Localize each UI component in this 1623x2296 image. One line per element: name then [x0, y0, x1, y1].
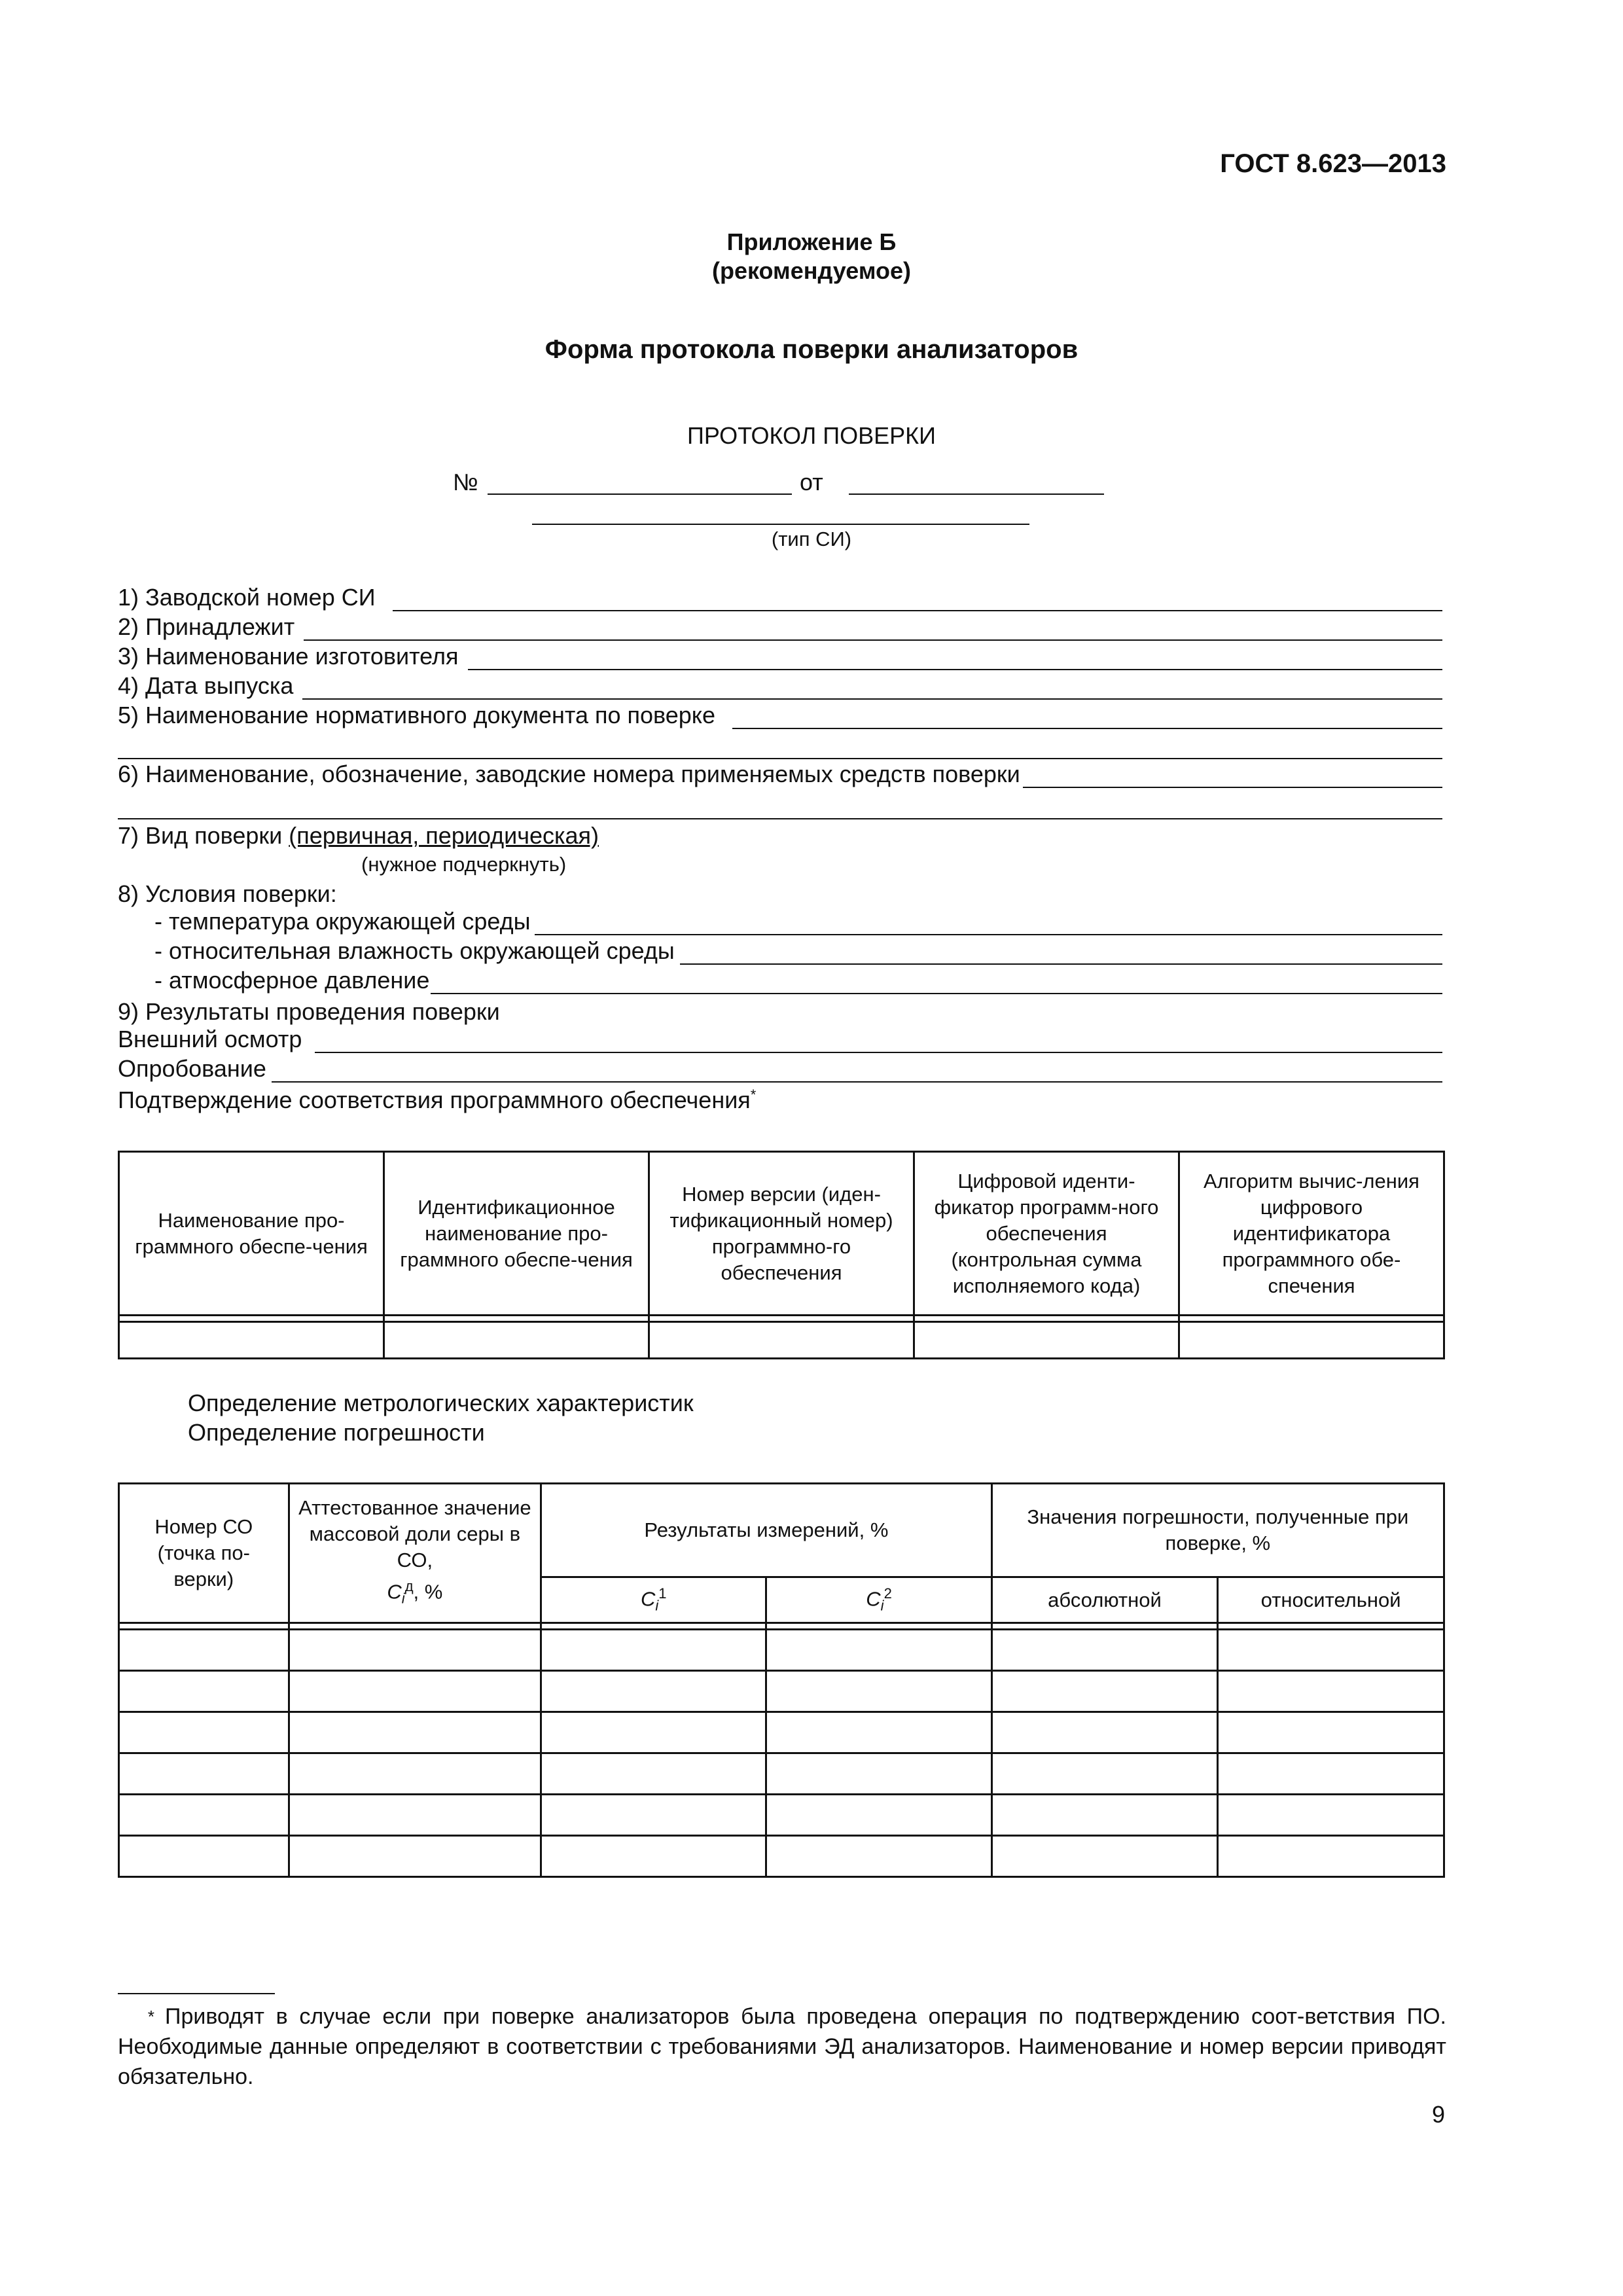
field-temperature: - температура окружающей среды	[154, 906, 1442, 935]
footnote-mark: *	[147, 2007, 154, 2026]
table-cell[interactable]	[541, 1630, 766, 1671]
table-cell[interactable]	[991, 1753, 1218, 1795]
table-cell[interactable]	[766, 1630, 991, 1671]
pressure-input[interactable]	[431, 971, 1442, 994]
field-pressure: - атмосферное давление	[154, 965, 1442, 994]
humidity-input[interactable]	[680, 941, 1442, 965]
field-manufacturer: 3) Наименование изготовителя	[118, 641, 1442, 670]
table-row	[119, 1630, 1444, 1671]
header-measurement-results: Результаты измерений, %	[541, 1484, 992, 1577]
table-row	[119, 1322, 1444, 1359]
table-cell[interactable]	[119, 1795, 289, 1836]
table-cell[interactable]	[991, 1671, 1218, 1712]
header-absolute: абсолютной	[991, 1577, 1218, 1623]
table-cell[interactable]	[119, 1322, 384, 1359]
header-version-number: Номер версии (иден-тификационный номер) программно-го обеспечения	[649, 1152, 914, 1316]
table-cell[interactable]	[119, 1712, 289, 1753]
field-verification-means: 6) Наименование, обозначение, заводские номера применяемых средств поверки	[118, 759, 1442, 788]
page-number: 9	[1431, 2101, 1445, 2128]
error-table	[118, 1482, 1445, 1878]
standard-designation: ГОСТ 8.623—2013	[1220, 149, 1446, 178]
device-type-caption: (тип СИ)	[771, 528, 852, 550]
table-cell[interactable]	[991, 1795, 1218, 1836]
header-software-name: Наименование про-граммного обеспе-чения	[119, 1152, 384, 1316]
table-cell[interactable]	[766, 1836, 991, 1877]
header-error-values: Значения погрешности, полученные при поверке, %	[991, 1484, 1444, 1577]
table-cell[interactable]	[541, 1795, 766, 1836]
table-cell[interactable]	[289, 1712, 541, 1753]
field-visual-inspection: Внешний осмотр	[118, 1024, 1442, 1053]
table-cell[interactable]	[289, 1630, 541, 1671]
header-c2: $C_i^2$	[766, 1577, 991, 1623]
normative-document-input[interactable]	[732, 706, 1442, 729]
table-cell[interactable]	[541, 1712, 766, 1753]
table-row	[119, 1795, 1444, 1836]
table-cell[interactable]	[766, 1671, 991, 1712]
release-date-input[interactable]	[302, 676, 1442, 700]
table-cell[interactable]	[1218, 1836, 1444, 1877]
field-verification-type: 7) Вид поверки (первичная, периодическая)	[118, 822, 599, 849]
footnote-separator	[118, 1993, 275, 1994]
field-owner: 2) Принадлежит	[118, 612, 1442, 641]
header-separator	[119, 1316, 1444, 1322]
results-heading: 9) Результаты проведения поверки	[118, 998, 500, 1025]
table-cell[interactable]	[766, 1795, 991, 1836]
table-cell[interactable]	[991, 1712, 1218, 1753]
software-table-header	[119, 1152, 1444, 1316]
field-humidity: - относительная влажность окружающей среды	[154, 936, 1442, 965]
table-cell[interactable]	[1218, 1630, 1444, 1671]
table-cell[interactable]	[119, 1836, 289, 1877]
footnote-text: Приводят в случае если при поверке анализаторов была проведена операция по подтверждению соот-ветствия ПО. Необходимые данные определяют в соответствии с требованиями ЭД анализаторов. Наименование и номер версии приводят обязательно.	[118, 2004, 1446, 2089]
annex-note: (рекомендуемое)	[712, 257, 911, 284]
table-cell[interactable]	[384, 1322, 649, 1359]
table-cell[interactable]	[914, 1322, 1179, 1359]
table-row	[119, 1753, 1444, 1795]
from-label: от	[800, 469, 823, 495]
field-serial-number: 1) Заводской номер СИ	[118, 583, 1442, 611]
field-normative-document: 5) Наименование нормативного документа по поверке	[118, 700, 1442, 729]
header-digital-identifier: Цифровой иденти-фикатор программ-ного обеспечения (контрольная сумма исполняемого кода)	[914, 1152, 1179, 1316]
table-cell[interactable]	[289, 1795, 541, 1836]
device-type-input[interactable]	[532, 524, 1029, 525]
testing-input[interactable]	[272, 1059, 1442, 1083]
header-relative: относительной	[1218, 1577, 1444, 1623]
date-input[interactable]	[849, 493, 1104, 495]
header-identification-name: Идентификационное наименование про-граммного обеспе-чения	[384, 1152, 649, 1316]
annex-heading	[0, 228, 1623, 285]
visual-inspection-input[interactable]	[315, 1030, 1442, 1053]
table-cell[interactable]	[289, 1753, 541, 1795]
form-title: Форма протокола поверки анализаторов	[544, 335, 1079, 364]
manufacturer-input[interactable]	[468, 647, 1442, 670]
table-row	[119, 1836, 1444, 1877]
error-determination-heading: Определение погрешности	[188, 1419, 485, 1446]
metrology-heading: Определение метрологических характеристик	[188, 1390, 694, 1416]
header-certified-value: Аттестованное значение массовой доли серы в СО, $C_i^д$, %	[289, 1484, 541, 1623]
verification-type-hint: (нужное подчеркнуть)	[361, 853, 567, 876]
table-row	[119, 1671, 1444, 1712]
table-cell[interactable]	[766, 1712, 991, 1753]
protocol-number-row	[0, 466, 1623, 499]
verification-means-line-2[interactable]	[118, 818, 1442, 819]
table-cell[interactable]	[119, 1753, 289, 1795]
owner-input[interactable]	[304, 617, 1442, 641]
table-cell[interactable]	[541, 1753, 766, 1795]
number-input[interactable]	[488, 493, 792, 495]
table-cell[interactable]	[1218, 1753, 1444, 1795]
annex-title: Приложение Б	[726, 228, 897, 255]
table-cell[interactable]	[649, 1322, 914, 1359]
serial-number-input[interactable]	[393, 588, 1442, 611]
table-cell[interactable]	[1218, 1671, 1444, 1712]
footnote-reference: *	[750, 1086, 757, 1103]
field-release-date: 4) Дата выпуска	[118, 671, 1442, 700]
number-label: №	[453, 469, 478, 495]
conditions-heading: 8) Условия поверки:	[118, 880, 337, 907]
table-cell[interactable]	[991, 1630, 1218, 1671]
software-table	[118, 1151, 1445, 1359]
header-co-number: Номер СО (точка по-верки)	[119, 1484, 289, 1623]
protocol-title: ПРОТОКОЛ ПОВЕРКИ	[687, 422, 936, 449]
table-cell[interactable]	[766, 1753, 991, 1795]
header-c1: $C_i^1$	[541, 1577, 766, 1623]
field-testing: Опробование	[118, 1054, 1442, 1083]
table-cell[interactable]	[1218, 1712, 1444, 1753]
table-cell[interactable]	[1179, 1322, 1444, 1359]
software-confirmation: Подтверждение соответствия программного обеспечения*	[118, 1086, 757, 1113]
verification-type-options[interactable]: (первичная, периодическая)	[289, 822, 599, 849]
table-cell[interactable]	[119, 1671, 289, 1712]
table-cell[interactable]	[119, 1630, 289, 1671]
header-identifier-algorithm: Алгоритм вычис-ления цифрового идентификатора программного обе-спечения	[1179, 1152, 1444, 1316]
table-row	[119, 1712, 1444, 1753]
table-cell[interactable]	[991, 1836, 1218, 1877]
table-cell[interactable]	[289, 1836, 541, 1877]
table-cell[interactable]	[541, 1671, 766, 1712]
verification-means-input[interactable]	[1023, 764, 1442, 788]
footnote	[118, 2001, 1446, 2092]
table-cell[interactable]	[541, 1836, 766, 1877]
table-cell[interactable]	[289, 1671, 541, 1712]
temperature-input[interactable]	[535, 912, 1442, 935]
table-cell[interactable]	[1218, 1795, 1444, 1836]
